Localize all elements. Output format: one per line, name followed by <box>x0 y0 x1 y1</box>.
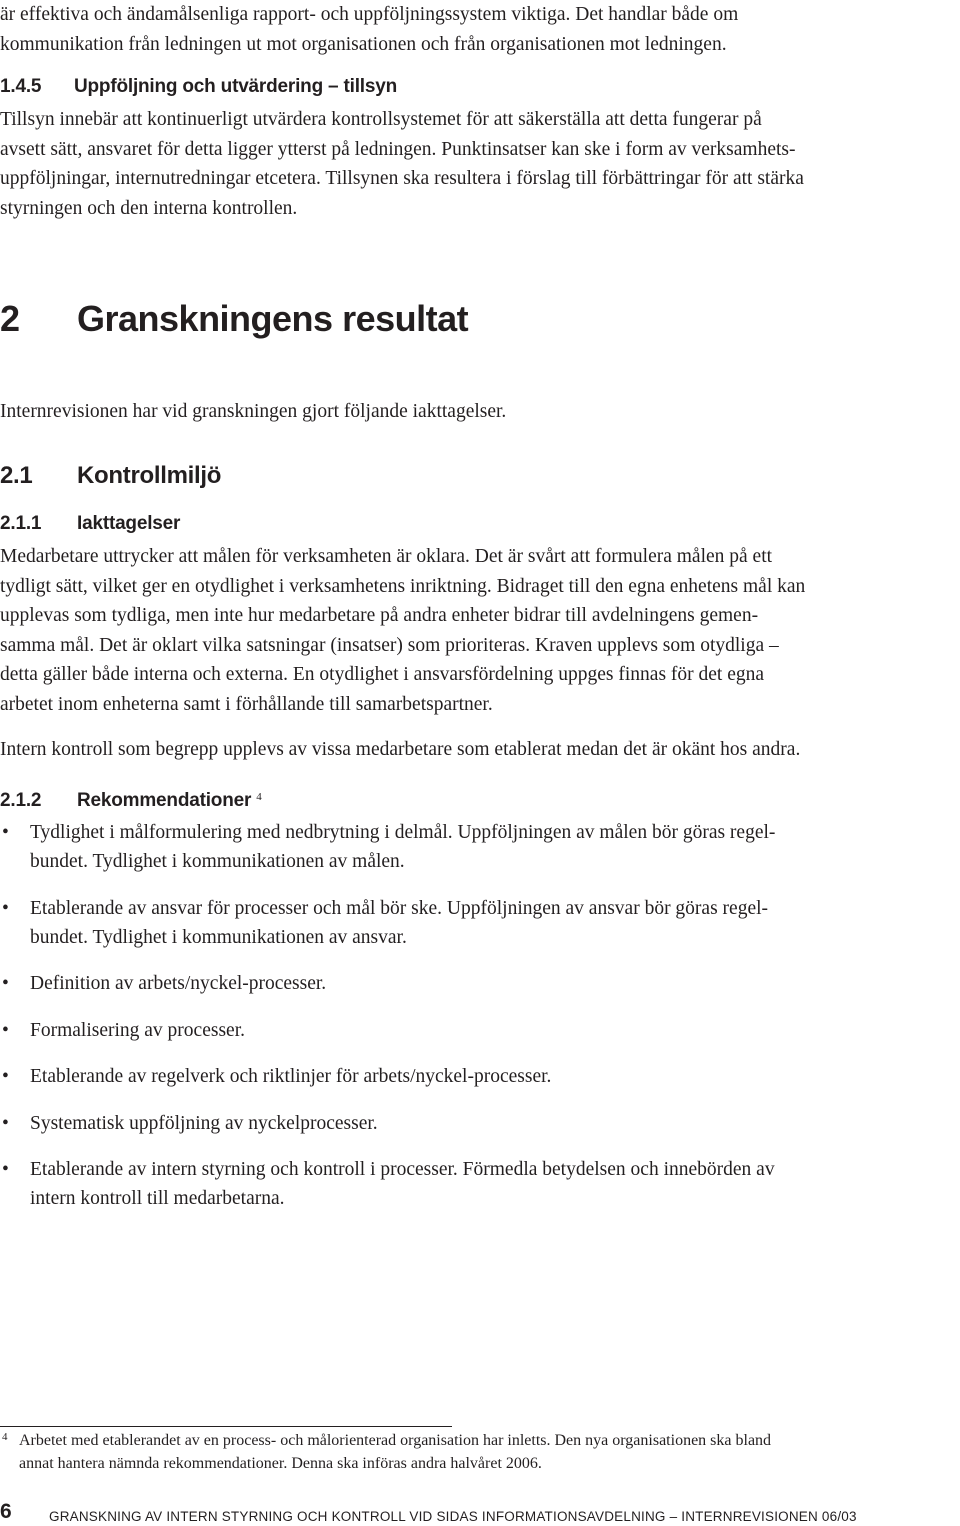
text-line: avsett sätt, ansvaret för detta ligger ytterst på ledningen. Punktinsatser kan ske i form av verksamhets- <box>0 138 796 160</box>
section-1-4-5-paragraph <box>0 105 960 223</box>
section-title: Rekommendationer <box>77 790 252 811</box>
text-line: detta gäller både interna och externa. En otydlighet i ansvarsfördelning uppges finnas för det egna <box>0 664 765 685</box>
text-line: Etablerande av intern styrning och kontroll i processer. Förmedla betydelsen och innebörden av <box>30 1159 775 1180</box>
section-number: 2.1 <box>0 462 33 489</box>
text-line: intern kontroll till medarbetarna. <box>30 1188 285 1209</box>
section-heading-1-4-5 <box>0 76 397 98</box>
text-line: styrningen och den interna kontrollen. <box>0 197 298 219</box>
text-line: Arbetet med etablerandet av en process- och målorienterad organisation har inletts. Den nya organisationen ska bland <box>19 1432 772 1449</box>
bullet-icon: • <box>2 822 9 843</box>
bullet-icon: • <box>2 1112 9 1134</box>
list-item <box>0 969 960 998</box>
recommendations-list <box>0 818 960 1231</box>
intro-paragraph <box>0 0 960 59</box>
text-line: bundet. Tydlighet i kommunikationen av ansvar. <box>30 926 407 948</box>
list-item <box>0 1155 960 1213</box>
text-line: Definition av arbets/nyckel-processer. <box>30 973 327 994</box>
observations-paragraph <box>0 542 960 719</box>
text-line: upplevas som tydliga, men inte hur medarbetare på andra enheter bidrar till avdelningens gemen- <box>0 605 759 626</box>
footnote <box>0 1429 960 1475</box>
section-title: Iakttagelser <box>77 513 181 534</box>
text-line: uppföljningar, internutredningar etcetera. Tillsynen ska resultera i förslag till förbättringar för att stärka <box>0 168 804 189</box>
text-line: är effektiva och ändamålsenliga rapport- och uppföljningssystem viktiga. Det handlar både om <box>0 4 739 25</box>
footnote-reference[interactable]: 4 <box>256 791 262 803</box>
observations-paragraph-2: Intern kontroll som begrepp upplevs av vissa medarbetare som etablerat medan det är okänt hos andra. <box>0 739 801 760</box>
bullet-icon: • <box>2 897 9 919</box>
text-line: Tillsyn innebär att kontinuerligt utvärdera kontrollsystemet för att säkerställa att detta fungerar på <box>0 109 762 130</box>
text-line: annat hantera nämnda rekommendationer. Denna ska införas andra halvåret 2006. <box>19 1455 542 1472</box>
text-line: Etablerande av ansvar för processer och mål bör ske. Uppföljningen av ansvar bör göras regel- <box>30 897 769 919</box>
text-line: samma mål. Det är oklart vilka satsningar (insatser) som prioriteras. Kraven upplevs som otydliga – <box>0 634 779 656</box>
list-item <box>0 818 960 876</box>
section-heading-2-1 <box>0 462 221 490</box>
list-item <box>0 1109 960 1138</box>
section-number: 1.4.5 <box>0 76 42 97</box>
list-item <box>0 1016 960 1045</box>
text-line: Formalisering av processer. <box>30 1019 245 1041</box>
section-title: Kontrollmiljö <box>77 462 222 489</box>
section-number: 2.1.2 <box>0 790 42 811</box>
text-line: Medarbetare uttrycker att målen för verksamheten är oklara. Det är svårt att formulera målen på ett <box>0 546 773 567</box>
footnote-number: 4 <box>2 1431 8 1443</box>
text-line: bundet. Tydlighet i kommunikationen av målen. <box>30 851 405 872</box>
chapter-title: Granskningens resultat <box>77 298 469 339</box>
text-line: arbetet inom enheterna samt i förhållande till samarbetspartner. <box>0 693 493 715</box>
text-line: Systematisk uppföljning av nyckelprocesser. <box>30 1112 378 1134</box>
text-line: Etablerande av regelverk och riktlinjer för arbets/nyckel-processer. <box>30 1066 552 1087</box>
footnote-divider <box>0 1426 452 1427</box>
bullet-icon: • <box>2 973 9 994</box>
section-number: 2.1.1 <box>0 513 42 534</box>
bullet-icon: • <box>2 1019 9 1041</box>
list-item <box>0 1062 960 1091</box>
text-line: tydligt sätt, vilket ger en otydlighet i verksamhetens inriktning. Bidraget till den egna enhetens mål kan <box>0 575 806 597</box>
bullet-icon: • <box>2 1159 9 1180</box>
list-item <box>0 894 960 952</box>
bullet-icon: • <box>2 1066 9 1087</box>
chapter-intro: Internrevisionen har vid granskningen gjort följande iakttagelser. <box>0 401 507 422</box>
section-heading-2-1-1 <box>0 513 180 535</box>
chapter-heading <box>0 298 468 340</box>
section-title: Uppföljning och utvärdering – tillsyn <box>74 76 398 97</box>
text-line: kommunikation från ledningen ut mot organisationen och från organisationen mot ledningen. <box>0 33 727 55</box>
text-line: Tydlighet i målformulering med nedbrytning i delmål. Uppföljningen av målen bör göras regel- <box>30 822 776 843</box>
page-number: 6 <box>0 1500 12 1523</box>
chapter-number: 2 <box>0 298 20 339</box>
section-heading-2-1-2 <box>0 790 262 812</box>
running-footer: GRANSKNING AV INTERN STYRNING OCH KONTROLL VID SIDAS INFORMATIONSAVDELNING – INTERNREVISIONEN 06/03 <box>49 1509 857 1524</box>
